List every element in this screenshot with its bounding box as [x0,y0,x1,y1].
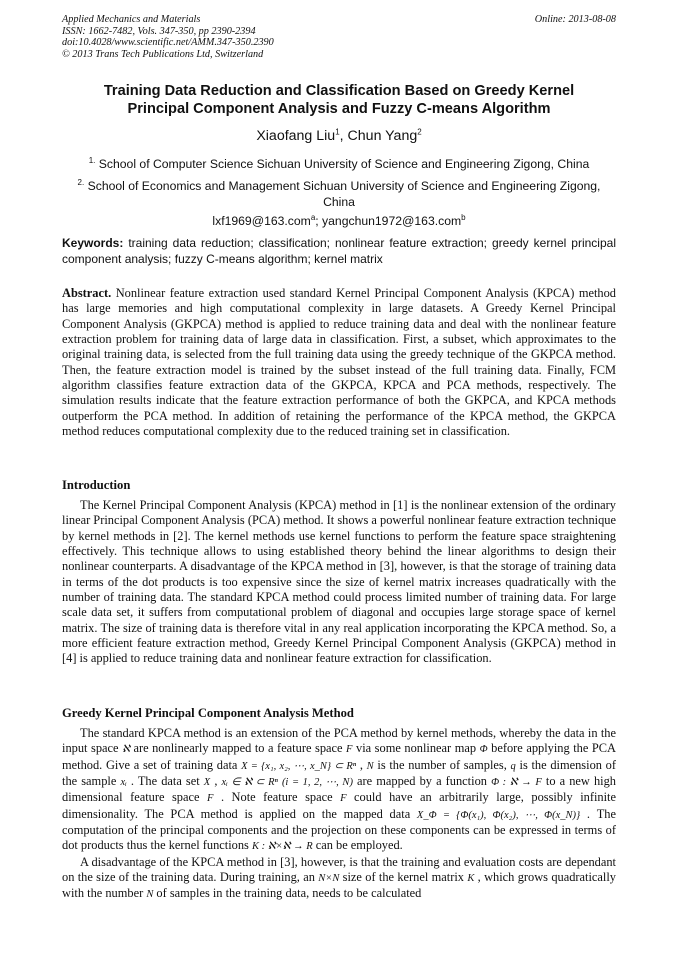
math-symbol: N [366,760,374,772]
text-run: to a new high dimensional feature space [62,774,616,805]
author-2: Chun Yang [347,128,418,144]
math-symbol: N [146,889,154,901]
text-run: can be employed. [312,838,403,853]
abstract-label: Abstract. [62,286,112,300]
author-2-affil: 2 [417,127,422,137]
math-symbol: F [346,744,353,756]
text-run: , [356,757,367,772]
math-equation: X_Φ = {Φ(x₁), Φ(x₂), ⋯, Φ(x_N)} [416,809,581,821]
math-symbol: F [207,793,214,805]
math-equation: K : ℵ×ℵ → R [251,841,313,853]
title-line-2: Principal Component Analysis and Fuzzy C-means Algorithm [127,101,551,117]
abstract-text: Nonlinear feature extraction used standard Kernel Principal Component Analysis (KPCA) method has large memories and high computational complexity in large datasets. A Greedy Kernel Principal Component Analysis (GKPCA) method is applied to reduce training data and deal with the nonlinear feature extraction problem for training data of large data in classification. First, a subset, which approximates to the original training data, is selected from the full training data using the greedy technique of the GKPCA method. Then, the feature extraction model is trained by the subset instead of the full training data. Finally, FCM algorithm classifies feature extraction data of the GKPCA, KPCA and PCA methods, respectively. The simulation results indicate that the feature extraction performance of both the GKPCA, and KPCA methods outperform the PCA method. In addition of retaining the performance of the KPCA method, the GKPCA method reduces computational complexity due to the reduced training set in classification. [62,286,616,439]
math-symbol: ℵ [122,744,130,756]
text-run: The standard KPCA method is an extension of the PCA method by kernel methods, whereby the data in the input space [62,726,616,756]
math-symbol: F [340,793,347,805]
author-1-affil: 1 [335,127,340,137]
text-run: , [210,774,222,789]
email-list [62,214,616,228]
issn: ISSN: 1662-7482, Vols. 347-350, pp 2390-2394 [62,25,256,37]
keywords-label: Keywords: [62,236,124,250]
email-separator: ; [315,214,323,228]
keywords-text: training data reduction; classification; nonlinear feature extraction; greedy kernel principal component analysis; fuzzy C-means algorithm; kernel matrix [62,236,616,266]
affiliation-1-mark: 1. [88,155,96,165]
affiliation-1-text: School of Computer Science Sichuan University of Science and Engineering Zigong, China [98,157,590,171]
text-run: could have an arbitrarily large, possibly infinite dimensionality. The PCA method is applied on the mapped data [62,790,616,821]
email-2-mark: b [461,212,466,222]
text-run: are mapped by a function [352,774,492,789]
title-line-1: Training Data Reduction and Classification Based on Greedy Kernel [103,83,575,99]
math-equation: N×N [318,873,340,885]
math-symbol: K [467,873,475,885]
text-run: is the number of samples, [373,757,511,772]
math-equation: Φ : ℵ → F [491,777,542,789]
keywords [62,235,616,267]
introduction-paragraph: The Kernel Principal Component Analysis (KPCA) method in [1] is the nonlinear extension of the ordinary linear Principal Component Analysis (PCA) method. It shows a powerful nonlinear feature extraction technique by kernel methods in [2]. The kernel methods use kernel functions to perform the feature space straightening effectively. This technique allows to using established theory behind the linear algorithms to design their nonlinear counterparts. A disadvantage of the KPCA method in [3], however, is that the storage of training data in terms of the dot products is too expensive since the size of kernel matrix increases quadratically with the number of training data. The standard KPCA method could process limited number of training data. For large scale data set, it suffers from computational problem of diagonal and occupies large storage space of kernel matrix. The size of training data is therefore vital in any real application incorporating the KPCA method. So, a more efficient feature extraction method, Greedy Kernel Principal Component Analysis (GKPCA) method in [4] is applied to reduce training data and nonlinear feature extraction for classification. [62,498,616,666]
section-heading-introduction: Introduction [62,478,131,492]
paper-title [62,82,616,118]
affiliation-2-mark: 2. [77,177,85,187]
email-1-mark: a [310,212,316,222]
copyright: © 2013 Trans Tech Publications Ltd, Switzerland [62,48,264,60]
text-run: before applying the PCA method. Give a set of training data [62,741,616,772]
math-symbol: xᵢ [120,777,127,789]
math-equation: xᵢ ∈ ℵ ⊂ Rⁿ [221,777,278,789]
email-2[interactable]: yangchun1972@163.com [322,214,462,228]
math-symbol: X [203,777,211,789]
email-1[interactable]: lxf1969@163.com [212,214,311,228]
online-date: Online: 2013-08-08 [534,14,616,25]
abstract [62,286,616,439]
text-run: A disadvantage of the KPCA method in [3], however, is that the training and evaluation costs are dependant on the size of the training data. During training, an [62,854,616,885]
math-symbol: Φ [479,744,488,756]
text-run: are nonlinearly mapped to a feature space [129,741,347,756]
running-header [62,14,616,60]
author-separator: , [339,128,348,144]
text-run: . The computation of the principal components and the projection on these components can be expressed in terms of dot products thus the kernel functions [62,806,616,853]
text-run: , which grows quadratically with the number [62,870,616,901]
gkpca-section [62,726,616,903]
gkpca-paragraph-1 [62,726,616,855]
gkpca-paragraph-2 [62,855,616,903]
doi: doi:10.4028/www.scientific.net/AMM.347-350.2390 [62,37,274,49]
math-symbol: q [510,760,516,772]
journal-name: Applied Mechanics and Materials [62,14,201,25]
text-run: . Note feature space [213,790,341,805]
text-run: via some nonlinear map [352,741,480,756]
text-run: . The data set [126,774,204,789]
text-run: is the dimension of the sample [62,757,616,789]
author-list [62,128,616,144]
affiliation-1 [62,156,616,172]
math-equation: (i = 1, 2, ⋯, N) [281,777,353,789]
text-run: size of the kernel matrix [339,870,468,885]
math-equation: X = {x₁, x₂, ⋯, x_N} ⊂ Rⁿ [241,760,357,772]
author-1: Xiaofang Liu [256,128,336,144]
section-heading-gkpca: Greedy Kernel Principal Component Analysis Method [62,706,354,720]
affiliation-2 [62,178,616,210]
affiliation-2-text: School of Economics and Management Sichuan University of Science and Engineering Zigong, China [87,179,601,209]
text-run: of samples in the training data, needs to be calculated [153,886,422,901]
